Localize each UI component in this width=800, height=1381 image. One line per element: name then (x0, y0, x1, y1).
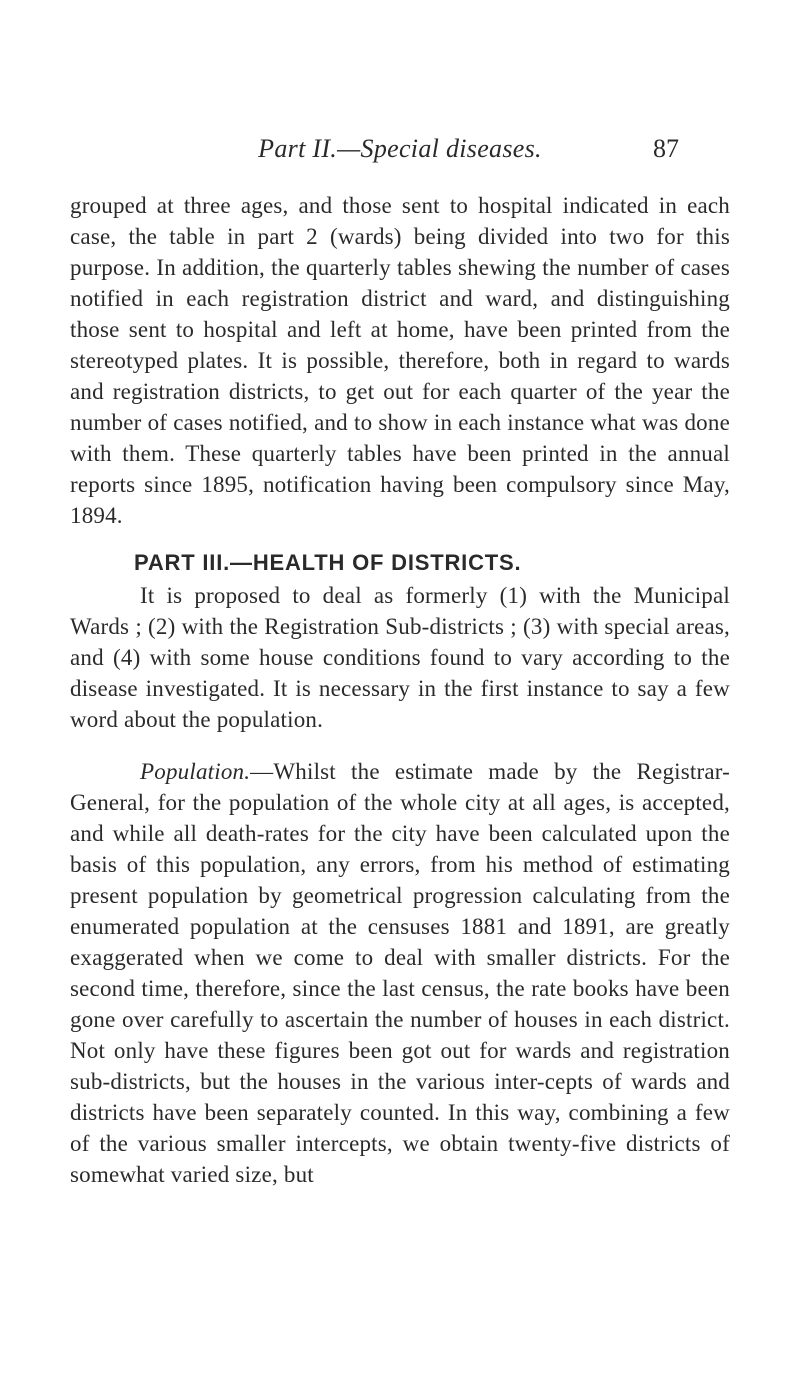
body-text (70, 190, 730, 1190)
section-heading: PART III.—HEALTH OF DISTRICTS. (134, 550, 522, 575)
paragraph-population (70, 756, 730, 1190)
page-number: 87 (653, 134, 679, 163)
paragraph-proposal: It is proposed to deal as formerly (1) with the Municipal Wards ; (2) with the Registration Sub-districts ; (3) with special areas, and (4) with some house conditions found to vary according to the disease investigated. It is necessary in the first instance to say a few word about the population. (70, 583, 730, 732)
page-header (0, 134, 800, 174)
paragraph-population-text: —Whilst the estimate made by the Registrar-General, for the population of the whole city at all ages, is accepted, and while all death-rates for the city have been calculated upon the basis of this population, any errors, from his method of estimating present population by geometrical progression calculating from the enumerated population at the censuses 1881 and 1891, are greatly exaggerated when we come to deal with smaller districts. For the second time, therefore, since the last census, the rate books have been gone over carefully to ascertain the number of houses in each district. Not only have these figures been got out for wards and registration sub-districts, but the houses in the various inter-cepts of wards and districts have been separately counted. In this way, combining a few of the various smaller intercepts, we obtain twenty-five districts of somewhat varied size, but (70, 759, 730, 1187)
paragraph-lead-italic: Population. (140, 759, 251, 784)
paragraph-gap (70, 735, 730, 756)
running-head: Part II.—Special diseases. (258, 134, 542, 163)
paragraph-continued: grouped at three ages, and those sent to hospital indicated in each case, the table in part 2 (wards) being divided into two for this purpose. In addition, the quarterly tables shewing the number of cases notified in each registration district and ward, and distinguishing those sent to hospital and left at home, have been printed from the stereotyped plates. It is possible, therefore, both in regard to wards and registration districts, to get out for each quarter of the year the number of cases notified, and to show in each instance what was done with them. These quarterly tables have been printed in the annual reports since 1895, notification having been compulsory since May, 1894. (70, 193, 730, 528)
